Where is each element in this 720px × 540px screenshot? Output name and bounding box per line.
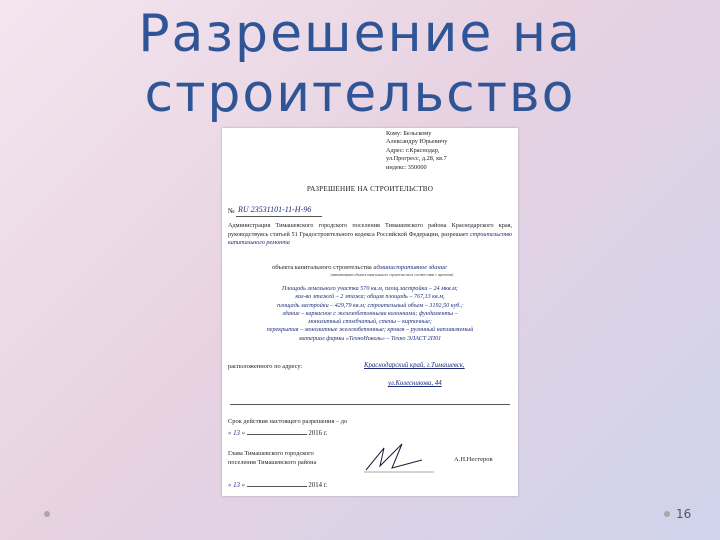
- validity-year: 2016 г.: [308, 430, 328, 437]
- month-blank: [247, 434, 307, 435]
- intro-handwritten: строительство капитального ремонта: [228, 230, 513, 247]
- address-value-2: ул.Колесникова, 44: [388, 380, 442, 387]
- object-details: [228, 285, 512, 343]
- issue-day: « 13 »: [228, 482, 245, 489]
- signer-name: А.Н.Нестеров: [454, 456, 493, 463]
- bullet-dot-right: [664, 511, 670, 517]
- detail-line: кол-во этажей – 2 этажа; общая площадь – 767,13 кв.м,: [295, 294, 445, 301]
- document-title: РАЗРЕШЕНИЕ НА СТРОИТЕЛЬСТВО: [306, 185, 434, 193]
- detail-line: монолитный столбчатый, стены – кирпичные;: [308, 319, 432, 326]
- object-value: административное здание: [373, 264, 447, 271]
- issue-date: [228, 482, 327, 489]
- address-value-1: Краснодарский край, г.Тимашевск,: [364, 362, 465, 369]
- addressee-line: Адрес: г.Краснодар,: [386, 146, 440, 154]
- bullet-dot-left: [44, 511, 50, 517]
- permit-number: RU 23531101-11-Н-96: [238, 205, 312, 214]
- object-caption: (наименование объекта капитального строительства в соответствии с проектом): [330, 273, 454, 277]
- object-label: объекта капитального строительства: [272, 264, 372, 271]
- detail-line: здание – каркасное с железобетонными колоннами; фундаменты –: [282, 310, 458, 317]
- detail-line: материал фирмы «ТехноНиколь» – Техно ЭЛАСТ 2П01: [298, 335, 442, 342]
- intro-text: Администрация Тимашевского городского поселения Тимашевского района Краснодарского края, руководствуясь статьей 51 Градостроительного кодекса Российской Федерации, разрешает: [228, 222, 512, 238]
- number-label: №: [228, 207, 235, 215]
- intro-paragraph: [228, 222, 512, 248]
- detail-line: Площадь земельного участка 570 кв.м, площ.застройки – 24 мкв.м;: [282, 286, 458, 292]
- validity-label: Срок действия настоящего разрешения – до: [228, 418, 348, 425]
- slide-title-line-2: строительство: [144, 64, 576, 124]
- addressee-line: Александру Юрьевичу: [386, 138, 448, 146]
- page-number: 16: [676, 507, 692, 521]
- object-line: [272, 264, 447, 271]
- addressee-line: индекс: 350000: [386, 163, 427, 171]
- slide-title: [0, 4, 720, 124]
- divider-line: [230, 404, 510, 405]
- addressee-line: ул.Прогресс, д.28, кв.7: [386, 155, 447, 163]
- signature-icon: [362, 440, 442, 476]
- addressee-block: [386, 130, 447, 172]
- validity-date: [228, 430, 327, 437]
- detail-line: площадь застройки – 429,79 кв.м; строительный объем – 3192,50 куб.;: [277, 302, 463, 309]
- head-title: [228, 450, 316, 467]
- head-title-line: Глава Тимашевского городского: [228, 450, 314, 457]
- permit-document-image: [222, 128, 518, 496]
- issue-year: 2014 г.: [308, 482, 328, 489]
- detail-line: перекрытия – монолитные железобетонные; кровля – рулонный наплавляемый: [266, 327, 474, 334]
- head-title-line: поселения Тимашевского района: [228, 458, 317, 466]
- underline: [236, 216, 322, 217]
- validity-day: « 13 »: [228, 430, 245, 437]
- addressee-line: Кому: Бельскому: [386, 130, 432, 137]
- address-label: расположенного по адресу:: [228, 363, 303, 370]
- slide-title-line-1: Разрешение на: [138, 4, 582, 64]
- month-blank: [247, 486, 307, 487]
